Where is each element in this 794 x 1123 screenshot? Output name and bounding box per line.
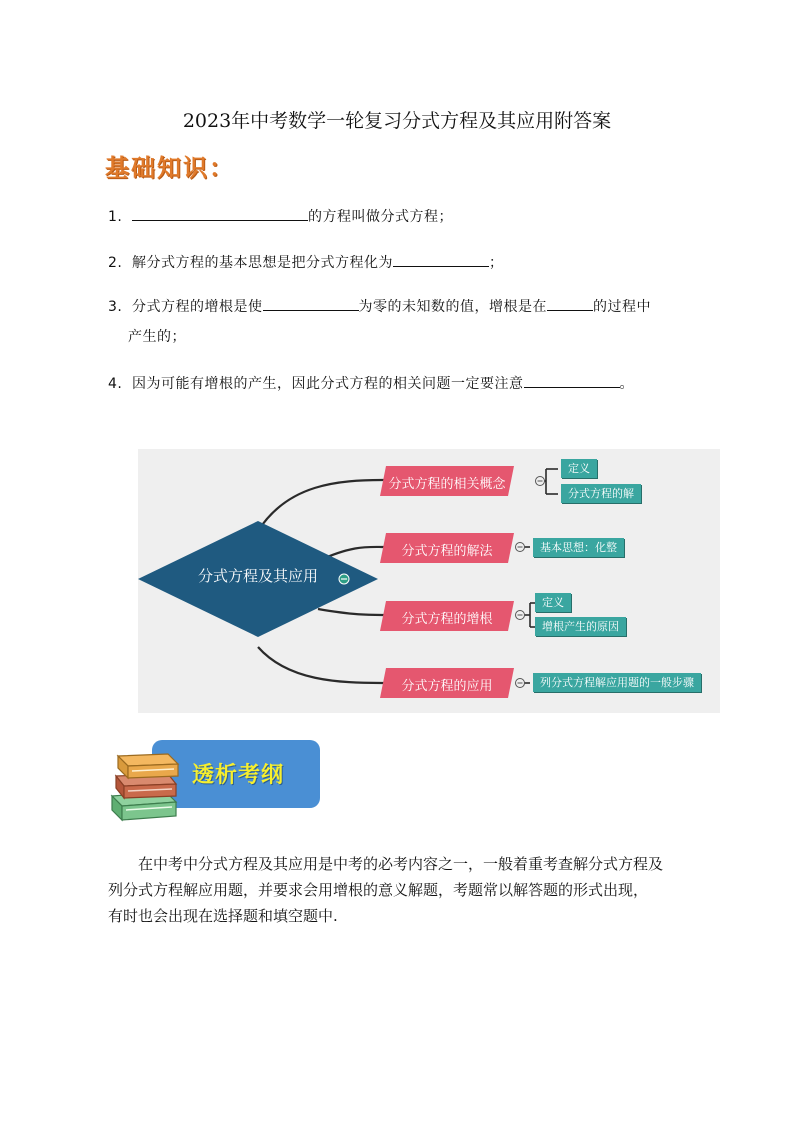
answer-blank[interactable] [132, 206, 308, 221]
question-text-end: ； [489, 255, 504, 271]
answer-blank[interactable] [524, 373, 620, 388]
question-1 [108, 206, 453, 227]
question-2 [108, 252, 504, 273]
question-text: 解分式方程的基本思想是把分式方程化为 [132, 255, 393, 271]
question-3 [108, 296, 651, 317]
answer-blank[interactable] [263, 296, 359, 311]
exam-outline-badge [104, 740, 320, 830]
question-number: 1. [108, 209, 123, 225]
section-heading-basics: 基础知识： [105, 154, 235, 182]
question-4 [108, 373, 634, 394]
question-text-end: 。 [619, 376, 634, 392]
question-number: 2. [108, 255, 123, 271]
mindmap [138, 449, 720, 713]
question-text: 因为可能有增根的产生，因此分式方程的相关问题一定要注意 [132, 376, 524, 392]
question-text-end: 的过程中 [593, 299, 651, 315]
mindmap-leaf: 定义 [535, 593, 571, 612]
mindmap-branch-application: 分式方程的应用 [401, 679, 493, 694]
mindmap-branch-concepts: 分式方程的相关概念 [388, 477, 506, 492]
books-icon [104, 740, 194, 830]
paragraph-line: 在中考中分式方程及其应用是中考的必考内容之一，一般着重考查解分式方程及 [138, 855, 664, 873]
mindmap-branch-extraneous-root: 分式方程的增根 [401, 612, 493, 627]
page-title: 2023年中考数学一轮复习分式方程及其应用附答案 [182, 110, 612, 132]
mindmap-leaf: 定义 [561, 459, 597, 478]
question-text: 的方程叫做分式方程； [308, 209, 453, 225]
badge-label: 透析考纲 [192, 763, 285, 788]
mindmap-leaf: 基本思想：化整 [533, 538, 624, 557]
question-text: 分式方程的增根是使 [132, 299, 263, 315]
question-number: 3. [108, 299, 123, 315]
paragraph-line: 有时也会出现在选择题和填空题中. [108, 907, 338, 925]
question-number: 4. [108, 376, 123, 392]
mindmap-leaf: 增根产生的原因 [535, 617, 626, 636]
answer-blank[interactable] [547, 296, 593, 311]
mindmap-branch-solving: 分式方程的解法 [401, 544, 493, 559]
question-text-middle: 为零的未知数的值，增根是在 [358, 299, 547, 315]
mindmap-leaf: 分式方程的解 [561, 484, 641, 503]
exam-outline-paragraph [108, 851, 693, 929]
mindmap-root-label: 分式方程及其应用 [197, 567, 318, 585]
mindmap-leaf: 列分式方程解应用题的一般步骤 [533, 673, 701, 692]
paragraph-line: 列分式方程解应用题，并要求会用增根的意义解题，考题常以解答题的形式出现， [108, 881, 649, 899]
answer-blank[interactable] [393, 252, 489, 267]
question-3-continuation: 产生的； [128, 329, 186, 345]
